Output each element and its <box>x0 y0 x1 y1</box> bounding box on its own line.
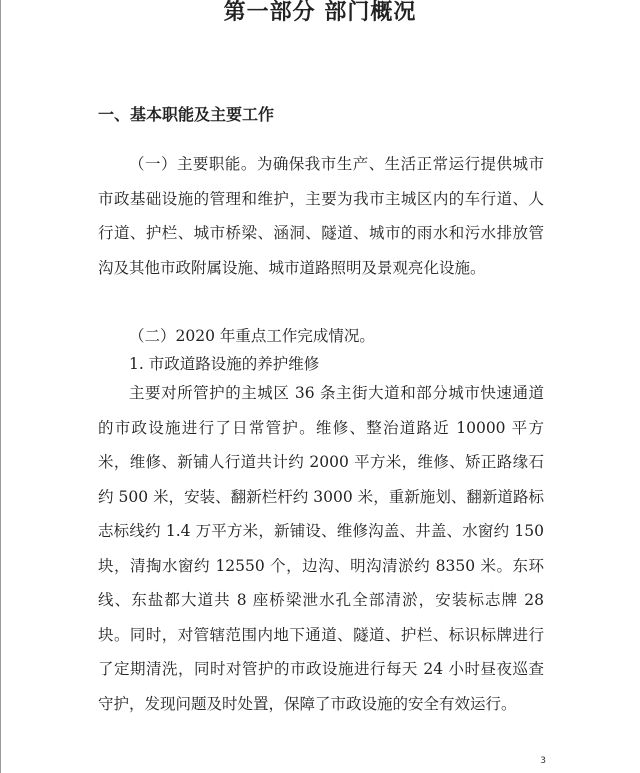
paragraph-key-work-heading: （二）2020 年重点工作完成情况。 <box>129 327 375 345</box>
paragraph-road-maintenance-details: 主要对所管护的主城区 36 条主街大道和部分城市快速通道的市政设施进行了日常管护。维修、整治道路近 10000 平方米，维修、新铺人行道共计约 2000 平方米，维修、矫正路缘石约 500 米，安装、翻新栏杆约 3000 米，重新施划、翻新道路标志标线约 1.4 万平方米，新铺设、维修沟盖、井盖、水窗约 150 块，清掏水窗约 12550 个，边沟、明沟清淤约 8350 米。东环线、东盐都大道共 8 座桥梁泄水孔全部清淤，安装标志牌 28 块。同时，对管辖范围内地下通道、隧道、护栏、标识标牌进行了定期清洗，同时对管护的市政设施进行每天 24 小时昼夜巡查守护，发现问题及时处置，保障了市政设施的安全有效运行。 <box>98 384 544 713</box>
page-number: 3 <box>540 756 546 766</box>
page-edge <box>0 0 1 773</box>
section-heading: 一、基本职能及主要工作 <box>98 105 275 124</box>
paragraph-subheading-road-maintenance: 1. 市政道路设施的养护维修 <box>129 355 320 373</box>
page-title: 第一部分 部门概况 <box>223 0 417 25</box>
paragraph-main-functions: （一）主要职能。为确保我市生产、生活正常运行提供城市市政基础设施的管理和维护，主要为我市主城区内的车行道、人行道、护栏、城市桥梁、涵洞、隧道、城市的雨水和污水排放管沟及其他市政附属设施、城市道路照明及景观亮化设施。 <box>98 155 544 277</box>
